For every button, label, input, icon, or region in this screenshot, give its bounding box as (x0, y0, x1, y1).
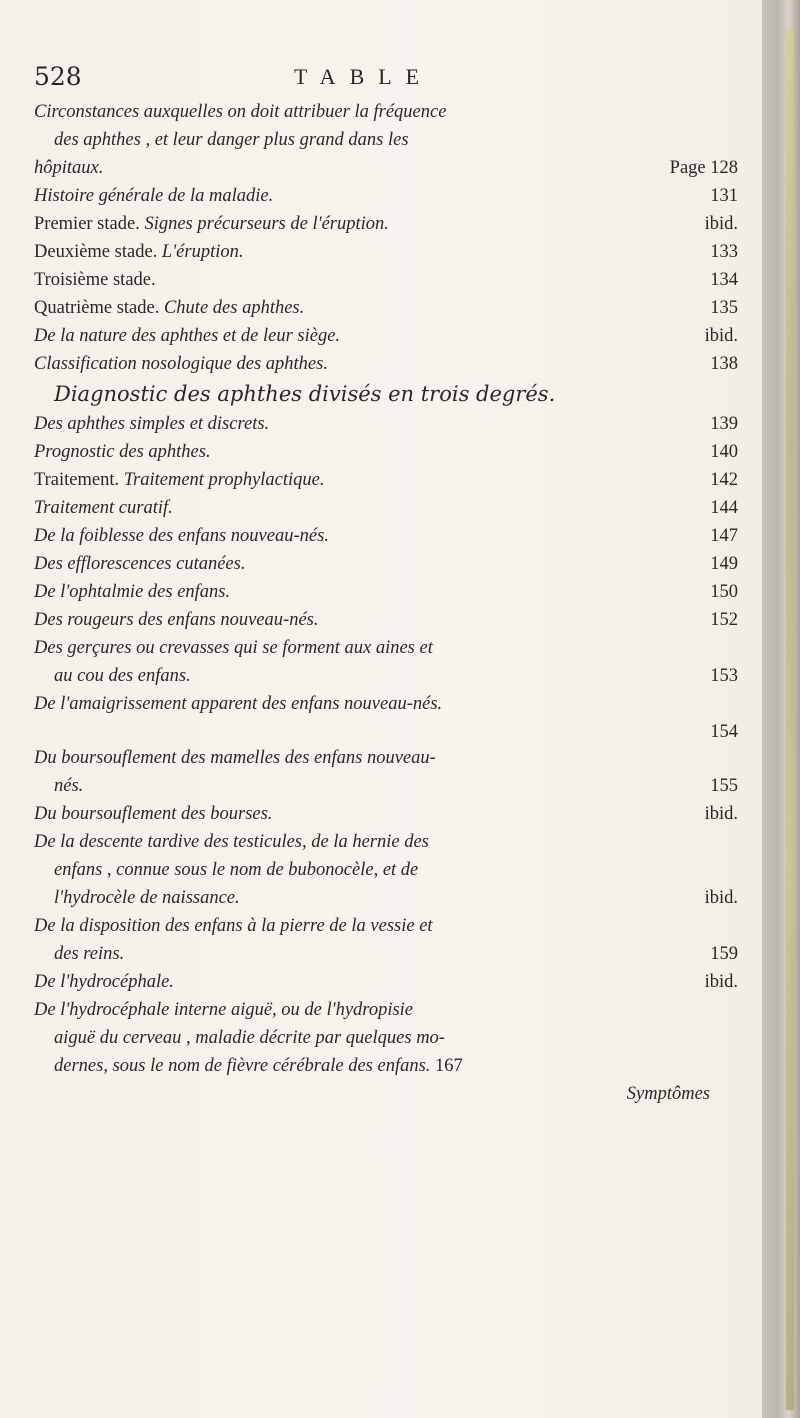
entry-text: De la disposition des enfans à la pierre de la vessie et (34, 916, 433, 936)
toc-entry (34, 912, 746, 940)
toc-entry (34, 550, 746, 578)
entry-text: Du boursouflement des bourses. (34, 804, 273, 824)
page-header (34, 62, 734, 96)
catchword: Symptômes (626, 1084, 710, 1104)
toc-entry (34, 578, 746, 606)
entry-text: hôpitaux. (34, 158, 104, 178)
page-reference: 153 (710, 666, 738, 686)
entry-text: au cou des enfans. (54, 666, 191, 686)
toc-entry (34, 662, 746, 690)
entry-text: Des aphthes simples et discrets. (34, 414, 270, 434)
entry-text: Histoire générale de la maladie. (34, 186, 274, 206)
entry-text: aiguë du cerveau , maladie décrite par quelques mo- (54, 1028, 445, 1048)
entry-text: De l'hydrocéphale. (34, 972, 174, 992)
toc-entry (34, 744, 746, 772)
toc-entry (34, 1080, 746, 1108)
toc-entry (34, 996, 746, 1024)
entry-text: Traitement prophylactique. (123, 470, 325, 490)
page-reference: 139 (710, 414, 738, 434)
toc-entry (34, 884, 746, 912)
entry-text: L'éruption. (161, 242, 244, 262)
page-reference: ibid. (704, 326, 738, 346)
toc-entry (34, 828, 746, 856)
page-edge (762, 0, 800, 1418)
entry-text: nés. (54, 776, 84, 796)
toc-entry (34, 634, 746, 662)
entry-text: dernes, sous le nom de fièvre cérébrale des enfans. (54, 1056, 436, 1076)
page-reference: ibid. (704, 972, 738, 992)
toc-entry (34, 98, 746, 126)
toc-entry (34, 126, 746, 154)
toc-entry (34, 238, 746, 266)
toc-entry (34, 466, 746, 494)
page-reference: 149 (710, 554, 738, 574)
page-reference: ibid. (704, 214, 738, 234)
page-reference: Page 128 (669, 158, 738, 178)
page-reference: 140 (710, 442, 738, 462)
toc-entry (34, 294, 746, 322)
page-reference: 135 (710, 298, 738, 318)
entry-text: Signes précurseurs de l'éruption. (144, 214, 389, 234)
page-reference: 138 (710, 354, 738, 374)
section-heading: Diagnostic des aphthes divisés en trois degrés. (54, 382, 556, 406)
entry-text: Traitement. (34, 470, 124, 490)
page-reference: 133 (710, 242, 738, 262)
toc-entry (34, 940, 746, 968)
page-reference: 131 (710, 186, 738, 206)
toc-entry (34, 968, 746, 996)
toc-entry (34, 1052, 746, 1080)
page-reference: 150 (710, 582, 738, 602)
toc-entry (34, 410, 746, 438)
toc-entry (34, 800, 746, 828)
table-of-contents (34, 98, 746, 1108)
toc-entry (34, 522, 746, 550)
entry-text: Quatrième stade. (34, 298, 164, 318)
entry-text: De la foiblesse des enfans nouveau-nés. (34, 526, 329, 546)
entry-text: Des efflorescences cutanées. (34, 554, 246, 574)
toc-entry (34, 1024, 746, 1052)
entry-text: enfans , connue sous le nom de bubonocèle, et de (54, 860, 419, 880)
entry-text: Classification nosologique des aphthes. (34, 354, 328, 374)
entry-text: Traitement curatif. (34, 498, 173, 518)
toc-entry (34, 494, 746, 522)
page-reference: 147 (710, 526, 738, 546)
entry-text: Du boursouflement des mamelles des enfans nouveau- (34, 748, 436, 768)
page-reference: 154 (710, 722, 738, 742)
entry-text: Deuxième stade. (34, 242, 162, 262)
entry-text: De l'amaigrissement apparent des enfans nouveau-nés. (34, 694, 443, 714)
toc-entry (34, 182, 746, 210)
entry-text: Prognostic des aphthes. (34, 442, 211, 462)
binding-strip (786, 30, 794, 1410)
page-number: 528 (34, 62, 82, 91)
entry-text: Des gerçures ou crevasses qui se forment aux aines et (34, 638, 433, 658)
running-title: TABLE (294, 64, 434, 89)
toc-entry (34, 154, 746, 182)
entry-text: Circonstances auxquelles on doit attribuer la fréquence (34, 102, 447, 122)
page-reference: 152 (710, 610, 738, 630)
entry-text: l'hydrocèle de naissance. (54, 888, 240, 908)
page-reference: 142 (710, 470, 738, 490)
entry-text: 167 (435, 1056, 463, 1076)
entry-text: Chute des aphthes. (163, 298, 305, 318)
page-reference: 144 (710, 498, 738, 518)
entry-text: De la nature des aphthes et de leur siège. (34, 326, 341, 346)
toc-entry (34, 322, 746, 350)
toc-entry (34, 210, 746, 238)
toc-entry (34, 856, 746, 884)
page-reference: ibid. (704, 888, 738, 908)
page-reference: 159 (710, 944, 738, 964)
entry-text: De l'hydrocéphale interne aiguë, ou de l'hydropisie (34, 1000, 414, 1020)
toc-entry (34, 690, 746, 718)
toc-entry (34, 266, 746, 294)
toc-entry (34, 350, 746, 378)
entry-text: De l'ophtalmie des enfans. (34, 582, 231, 602)
entry-text: Premier stade. (34, 214, 145, 234)
page-reference: 134 (710, 270, 738, 290)
toc-entry (34, 438, 746, 466)
entry-text: De la descente tardive des testicules, de la hernie des (34, 832, 429, 852)
entry-text: des reins. (54, 944, 125, 964)
entry-text: des aphthes , et leur danger plus grand dans les (54, 130, 409, 150)
toc-entry (34, 772, 746, 800)
entry-text: Des rougeurs des enfans nouveau-nés. (34, 610, 319, 630)
toc-entry (34, 606, 746, 634)
entry-text: Troisième stade. (34, 270, 156, 290)
toc-entry (34, 718, 746, 744)
page-reference: 155 (710, 776, 738, 796)
page-reference: ibid. (704, 804, 738, 824)
